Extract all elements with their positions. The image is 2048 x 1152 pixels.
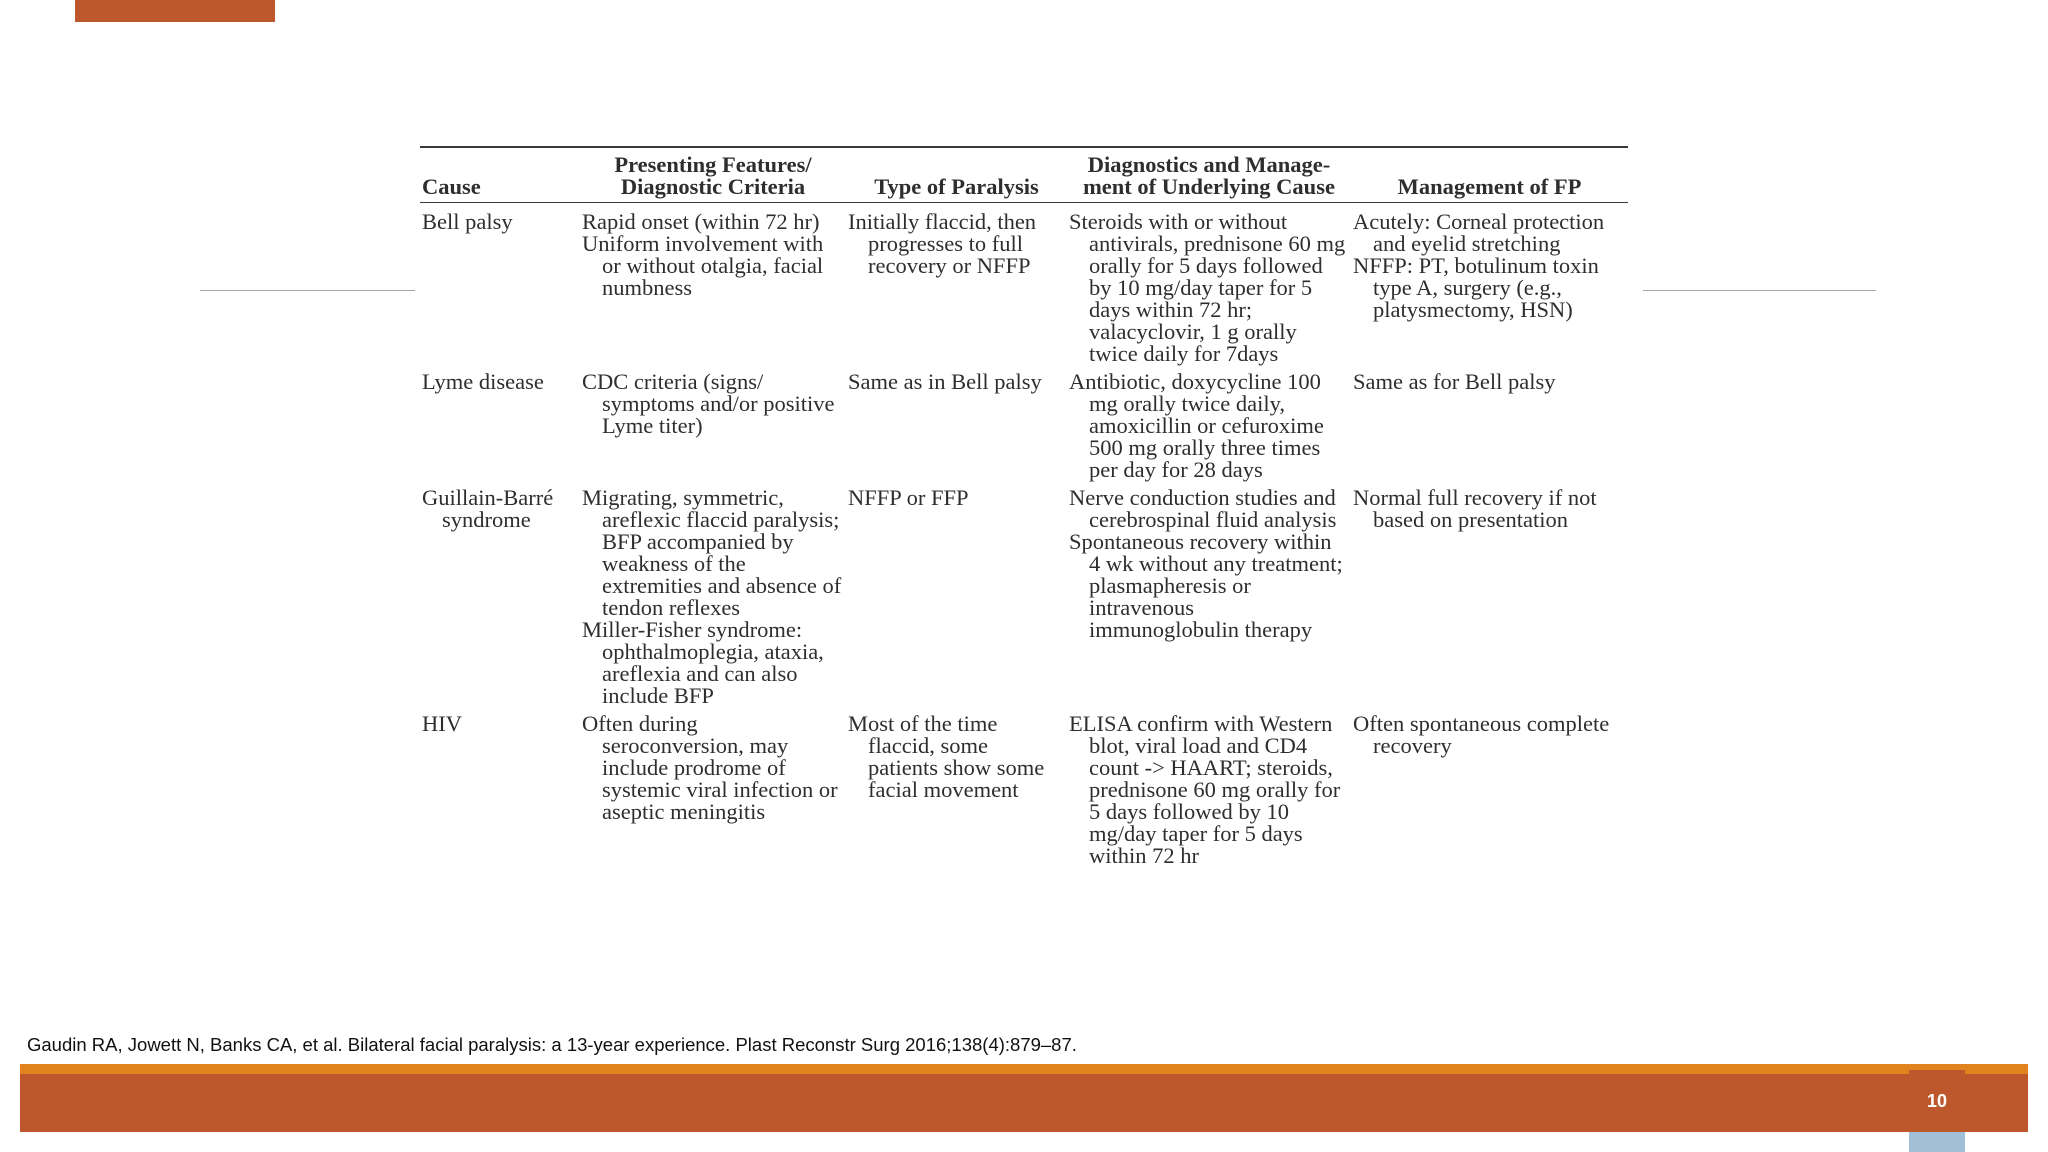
- top-accent-bar: [75, 0, 275, 22]
- table-cell: [420, 203, 580, 366]
- page-number-tab: [1909, 1132, 1965, 1152]
- table-cell: [420, 481, 580, 707]
- cell-text: Nerve conduction studies and cerebrospinal fluid analysis: [1069, 485, 1337, 532]
- cell-text: Often spontaneous complete recovery: [1353, 711, 1610, 758]
- column-header: [420, 147, 580, 203]
- column-header-line: Type of Paralysis: [874, 174, 1039, 199]
- cell-text: Guillain-Barré syndrome: [422, 485, 554, 532]
- citation: Gaudin RA, Jowett N, Banks CA, et al. Bilateral facial paralysis: a 13-year experience. Plast Reconstr Surg 2016;138(4):879–87.: [27, 1034, 1077, 1055]
- page-number: 10: [1909, 1070, 1965, 1132]
- column-header-line: Diagnostics and Manage-: [1087, 152, 1331, 177]
- table-cell: [1351, 203, 1628, 366]
- cell-text: Same as in Bell palsy: [848, 369, 1042, 394]
- cell-text: Rapid onset (within 72 hr): [582, 209, 820, 234]
- table-cell: [846, 203, 1067, 366]
- cell-text: NFFP: PT, botulinum toxin type A, surgery (e.g., platysmectomy, HSN): [1353, 253, 1599, 322]
- cell-text: Same as for Bell palsy: [1353, 369, 1556, 394]
- facial-paralysis-table: [420, 146, 1628, 867]
- table-cell: [420, 707, 580, 867]
- table-row: [420, 203, 1628, 366]
- cell-text: Migrating, symmetric, areflexic flaccid paralysis; BFP accompanied by weakness of the extremities and absence of tendon reflexes: [582, 485, 842, 620]
- table-row: [420, 481, 1628, 707]
- table-cell: [580, 481, 846, 707]
- cell-text: Spontaneous recovery within 4 wk without any treatment; plasmapheresis or intravenous immunoglobulin therapy: [1069, 529, 1343, 642]
- column-header-line: Presenting Features/: [614, 152, 812, 177]
- column-header: [580, 147, 846, 203]
- cell-text: CDC criteria (signs/ symptoms and/or positive Lyme titer): [582, 369, 835, 438]
- cell-text: Often during seroconversion, may include prodrome of systemic viral infection or aseptic meningitis: [582, 711, 838, 824]
- column-header-line: Management of FP: [1397, 174, 1582, 199]
- table-cell: [1351, 481, 1628, 707]
- table-cell: [1067, 203, 1351, 366]
- table-cell: [846, 365, 1067, 481]
- table-cell: [1351, 365, 1628, 481]
- column-header: [846, 147, 1067, 203]
- table-cell: [846, 707, 1067, 867]
- table-row: [420, 707, 1628, 867]
- column-header: [1067, 147, 1351, 203]
- table-cell: [580, 203, 846, 366]
- footer-bar: [20, 1074, 2028, 1132]
- cell-text: Normal full recovery if not based on presentation: [1353, 485, 1597, 532]
- table-cell: [1067, 707, 1351, 867]
- cell-text: Steroids with or without antivirals, prednisone 60 mg orally for 5 days followed by 10 mg/day taper for 5 days within 72 hr; valacyclovir, 1 g orally twice daily for 7days: [1069, 209, 1346, 366]
- column-header-line: Diagnostic Criteria: [620, 174, 806, 199]
- table-cell: [1067, 481, 1351, 707]
- cell-text: NFFP or FFP: [848, 485, 969, 510]
- footer-orange-stripe: [20, 1064, 2028, 1074]
- table-body: [420, 203, 1628, 868]
- table-cell: [846, 481, 1067, 707]
- column-header-line: Cause: [422, 174, 481, 199]
- cell-text: Antibiotic, doxycycline 100 mg orally twice daily, amoxicillin or cefuroxime 500 mg orally three times per day for 28 days: [1069, 369, 1324, 482]
- decorative-rule-left: [200, 290, 415, 291]
- cell-text: Acutely: Corneal protection and eyelid stretching: [1353, 209, 1605, 256]
- table-cell: [580, 707, 846, 867]
- table-cell: [580, 365, 846, 481]
- cell-text: Lyme disease: [422, 369, 544, 394]
- cell-text: Miller-Fisher syndrome: ophthalmoplegia, ataxia, areflexia and can also include BFP: [582, 617, 824, 708]
- table-cell: [1067, 365, 1351, 481]
- table-header-row: [420, 147, 1628, 203]
- cell-text: ELISA confirm with Western blot, viral load and CD4 count -> HAART; steroids, prednisone 60 mg orally for 5 days followed by 10 mg/day taper for 5 days within 72 hr: [1069, 711, 1341, 868]
- table-row: [420, 365, 1628, 481]
- table-cell: [1351, 707, 1628, 867]
- column-header-line: ment of Underlying Cause: [1083, 174, 1335, 199]
- cell-text: Most of the time flaccid, some patients show some facial movement: [848, 711, 1045, 802]
- table-cell: [420, 365, 580, 481]
- cell-text: Bell palsy: [422, 209, 513, 234]
- column-header: [1351, 147, 1628, 203]
- cell-text: HIV: [422, 711, 462, 736]
- cell-text: Initially flaccid, then progresses to full recovery or NFFP: [848, 209, 1037, 278]
- decorative-rule-right: [1643, 290, 1876, 291]
- cell-text: Uniform involvement with or without otalgia, facial numbness: [582, 231, 824, 300]
